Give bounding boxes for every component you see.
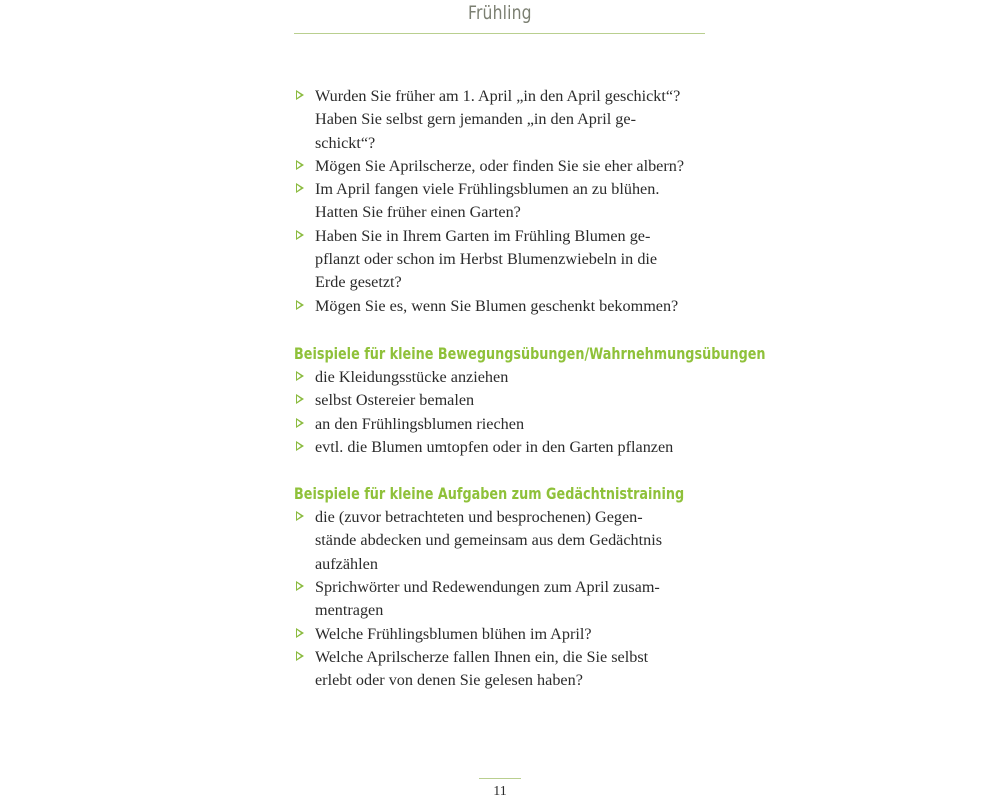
page-number: 11 (493, 784, 507, 799)
list-item (294, 623, 710, 646)
list-item-line: Im April fangen viele Frühlingsblumen an zu blühen. (315, 180, 660, 199)
triangle-bullet-icon (296, 160, 304, 170)
list-item (294, 366, 710, 389)
list-item-line: stände abdecken und gemeinsam aus dem Gedächtnis (315, 531, 663, 550)
list-item-line: Welche Frühlingsblumen blühen im April? (315, 624, 592, 643)
section-heading-memory-training: Beispiele für kleine Aufgaben zum Gedächtnistraining (294, 484, 685, 504)
conversation-questions-list (294, 85, 710, 318)
list-item-line: Erde gesetzt? (315, 273, 402, 292)
list-item-line: die Kleidungsstücke anziehen (315, 367, 509, 386)
list-item (294, 646, 710, 693)
triangle-bullet-icon (296, 581, 304, 591)
list-item (294, 413, 710, 436)
list-item (294, 576, 710, 623)
triangle-bullet-icon (296, 511, 304, 521)
triangle-bullet-icon (296, 300, 304, 310)
triangle-bullet-icon (296, 183, 304, 193)
memory-training-list (294, 506, 710, 692)
section-heading-movement-exercises: Beispiele für kleine Bewegungsübungen/Wahrnehmungsübungen (294, 343, 766, 363)
list-item-line: Mögen Sie es, wenn Sie Blumen geschenkt bekommen? (315, 296, 679, 315)
list-item-line: evtl. die Blumen umtopfen oder in den Garten pflanzen (315, 437, 674, 456)
triangle-bullet-icon (296, 628, 304, 638)
list-item-line: selbst Ostereier bemalen (315, 391, 475, 410)
triangle-bullet-icon (296, 418, 304, 428)
list-item (294, 436, 710, 459)
triangle-bullet-icon (296, 394, 304, 404)
list-item-line: Haben Sie selbst gern jemanden „in den April ge- (315, 110, 636, 129)
triangle-bullet-icon (296, 371, 304, 381)
triangle-bullet-icon (296, 230, 304, 240)
list-item-line: pflanzt oder schon im Herbst Blumenzwiebeln in die (315, 250, 658, 269)
list-item-line: Wurden Sie früher am 1. April „in den April geschickt“? (315, 87, 681, 105)
page-footer (479, 778, 521, 800)
movement-exercises-list (294, 366, 710, 459)
page-content (294, 85, 766, 693)
list-item (294, 178, 710, 225)
list-item (294, 295, 710, 318)
triangle-bullet-icon (296, 441, 304, 451)
list-item-line: schickt“? (315, 133, 376, 152)
list-item (294, 225, 710, 295)
triangle-bullet-icon (296, 90, 304, 100)
list-item-line: Mögen Sie Aprilscherze, oder finden Sie sie eher albern? (315, 156, 685, 175)
list-item-line: Welche Aprilscherze fallen Ihnen ein, die Sie selbst (315, 647, 649, 666)
triangle-bullet-icon (296, 651, 304, 661)
list-item (294, 389, 710, 412)
list-item-line: aufzählen (315, 554, 378, 573)
list-item (294, 155, 710, 178)
running-title: Frühling (467, 2, 532, 24)
list-item-line: Hatten Sie früher einen Garten? (315, 203, 521, 222)
list-item (294, 85, 710, 155)
list-item-line: an den Frühlingsblumen riechen (315, 414, 525, 433)
list-item (294, 506, 710, 576)
page-header (294, 0, 705, 34)
list-item-line: Sprichwörter und Redewendungen zum April zusam- (315, 578, 660, 597)
list-item-line: die (zuvor betrachteten und besprochenen) Gegen- (315, 508, 643, 527)
list-item-line: Haben Sie in Ihrem Garten im Frühling Blumen ge- (315, 226, 651, 245)
list-item-line: mentragen (315, 601, 384, 620)
list-item-line: erlebt oder von denen Sie gelesen haben? (315, 671, 583, 690)
